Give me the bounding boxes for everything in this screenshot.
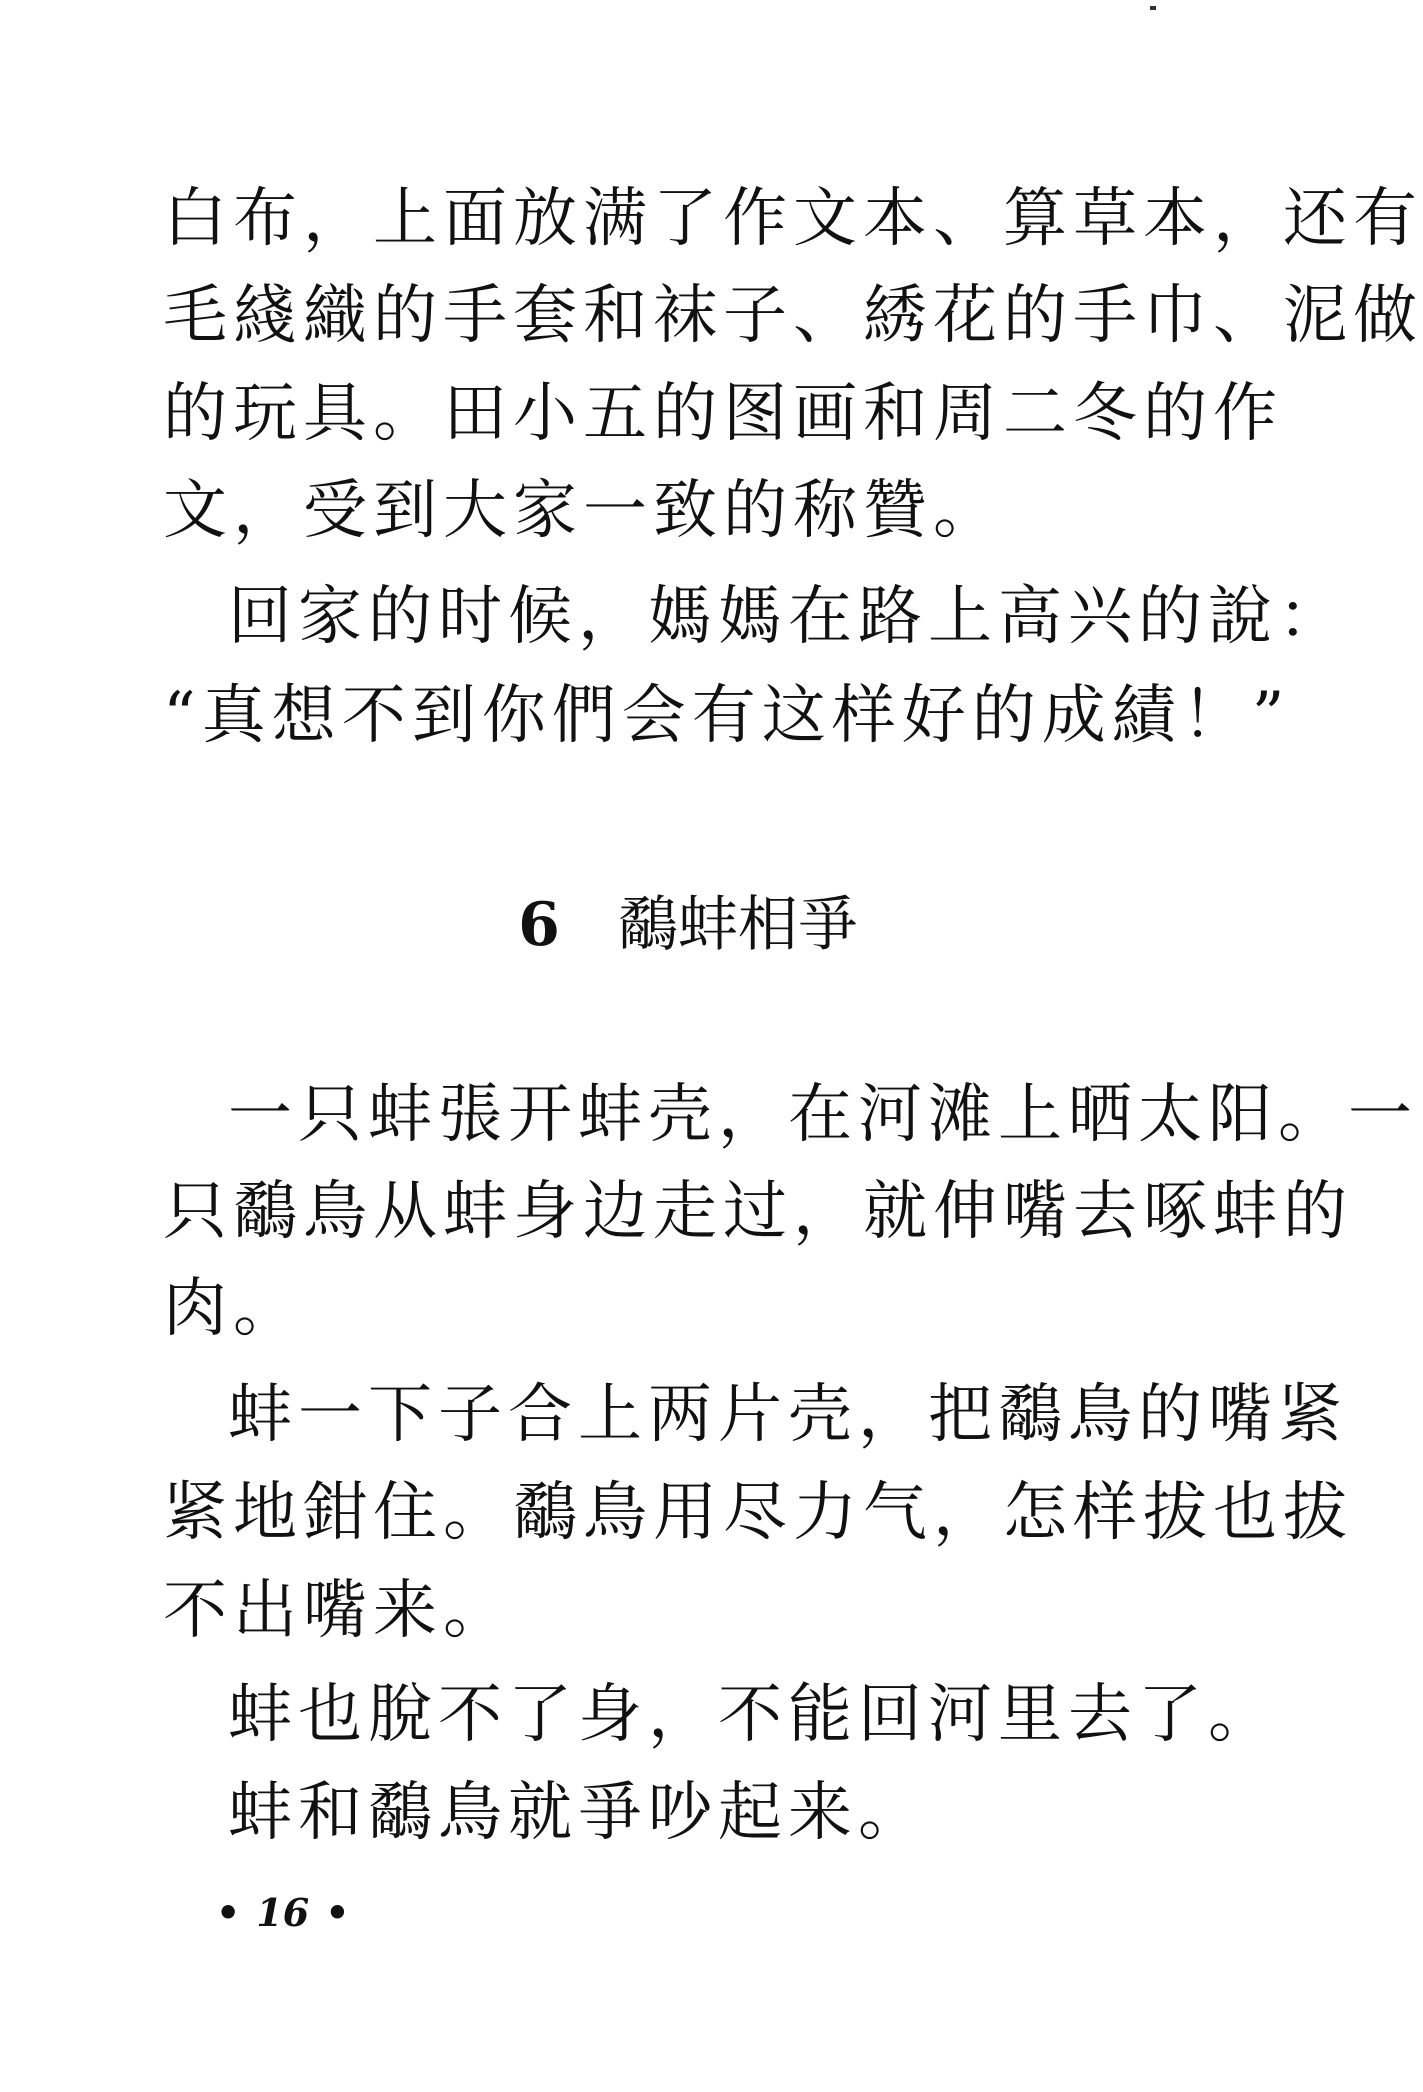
folio-dot-left: • [216, 1890, 241, 1935]
page-number [200, 1888, 365, 1938]
folio-dot-right: • [325, 1890, 350, 1935]
text-line: 紧地鉗住。鷸鳥用尽力气，怎样拔也拔 [163, 1476, 1353, 1550]
text-line: 蚌和鷸鳥就爭吵起来。 [228, 1776, 928, 1850]
text-line: 蚌也脫不了身，不能回河里去了。 [228, 1678, 1278, 1752]
chapter-number: 6 [518, 890, 560, 960]
text-line: 白布，上面放满了作文本、算草本，还有 [163, 182, 1423, 256]
scan-speck [1150, 6, 1156, 10]
page-number-value: 16 [256, 1890, 310, 1935]
text-line: 的玩具。田小五的图画和周二冬的作 [163, 377, 1283, 451]
text-line: 肉。 [163, 1272, 303, 1346]
text-line: 一只蚌張开蚌壳，在河滩上晒太阳。一 [228, 1078, 1418, 1152]
text-line: 文，受到大家一致的称贊。 [163, 474, 1003, 548]
chapter-heading [0, 880, 1376, 970]
text-line: 只鷸鳥从蚌身边走过，就伸嘴去啄蚌的 [163, 1175, 1353, 1249]
text-line: 蚌一下子合上两片壳，把鷸鳥的嘴紧 [228, 1378, 1348, 1452]
text-line: 不出嘴来。 [163, 1574, 513, 1648]
text-line: 毛綫織的手套和袜子、綉花的手巾、泥做 [163, 279, 1423, 353]
text-line: 回家的时候，媽媽在路上高兴的說： [228, 580, 1348, 654]
text-line: “真想不到你們会有这样好的成績！” [163, 679, 1291, 753]
chapter-title: 鷸蚌相爭 [617, 890, 858, 960]
